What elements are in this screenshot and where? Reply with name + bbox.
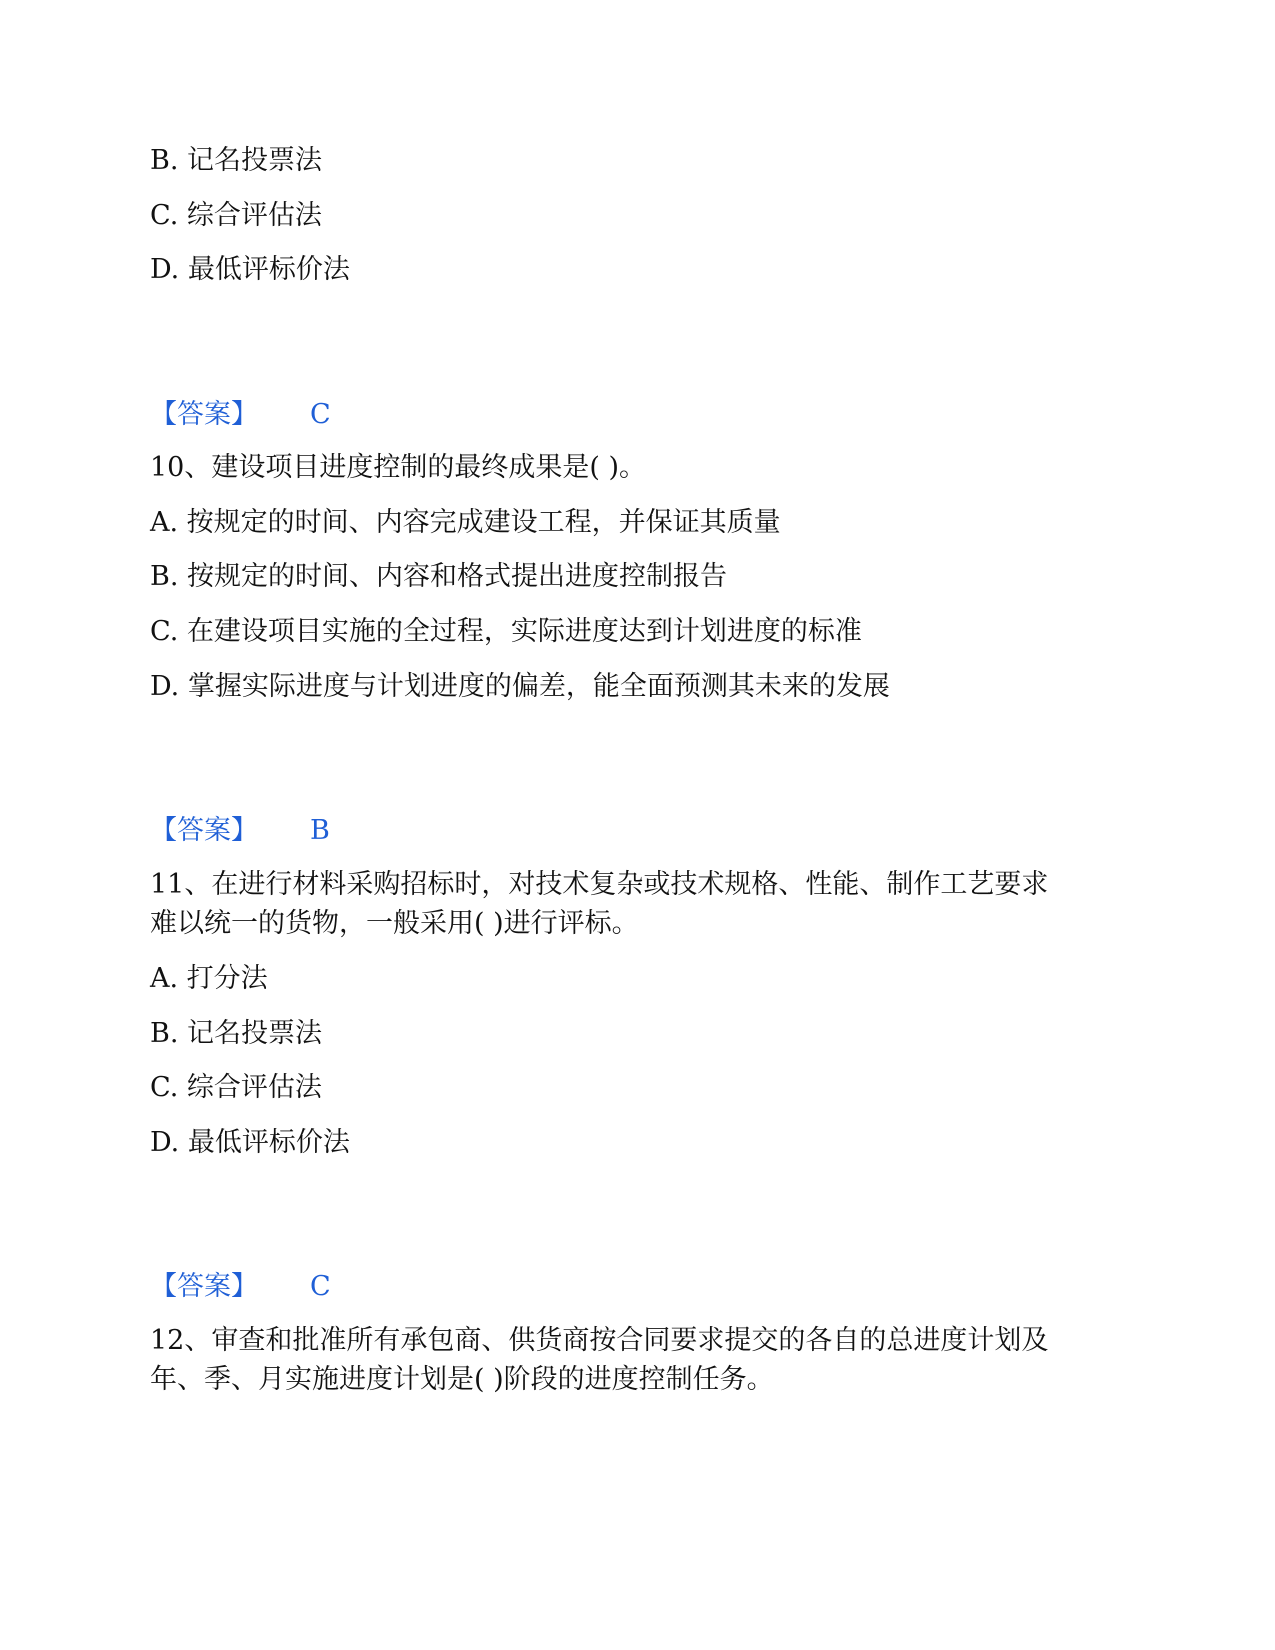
answer-label: 【答案】	[150, 815, 258, 846]
question-10-stem: 10、建设项目进度控制的最终成果是( )。	[150, 452, 647, 483]
answer-label: 【答案】	[150, 1271, 258, 1302]
question-11-stem-line-2: 难以统一的货物，一般采用( )进行评标。	[150, 908, 639, 939]
answer-value: B	[310, 815, 330, 846]
question-10-option-c: C. 在建设项目实施的全过程，实际进度达到计划进度的标准	[150, 616, 862, 647]
answer-9	[150, 398, 331, 432]
question-12-stem-line-1: 12、审查和批准所有承包商、供货商按合同要求提交的各自的总进度计划及	[150, 1325, 1049, 1356]
question-11-option-d: D. 最低评标价法	[150, 1127, 350, 1158]
answer-value: C	[310, 1271, 331, 1302]
question-11-option-b: B. 记名投票法	[150, 1018, 323, 1049]
question-10-option-b: B. 按规定的时间、内容和格式提出进度控制报告	[150, 561, 728, 592]
question-11-option-a: A. 打分法	[150, 963, 268, 994]
option-d-prev: D. 最低评标价法	[150, 254, 350, 285]
answer-11	[150, 1270, 331, 1304]
question-12-stem-line-2: 年、季、月实施进度计划是( )阶段的进度控制任务。	[150, 1364, 774, 1395]
question-11-option-c: C. 综合评估法	[150, 1072, 322, 1103]
answer-label: 【答案】	[150, 399, 258, 430]
option-c-prev: C. 综合评估法	[150, 200, 322, 231]
question-11-stem-line-1: 11、在进行材料采购招标时，对技术复杂或技术规格、性能、制作工艺要求	[150, 869, 1049, 900]
option-b-prev: B. 记名投票法	[150, 145, 323, 176]
answer-10	[150, 814, 330, 848]
question-10-option-d: D. 掌握实际进度与计划进度的偏差，能全面预测其未来的发展	[150, 671, 890, 702]
question-10-option-a: A. 按规定的时间、内容完成建设工程，并保证其质量	[150, 507, 781, 538]
answer-value: C	[310, 399, 331, 430]
